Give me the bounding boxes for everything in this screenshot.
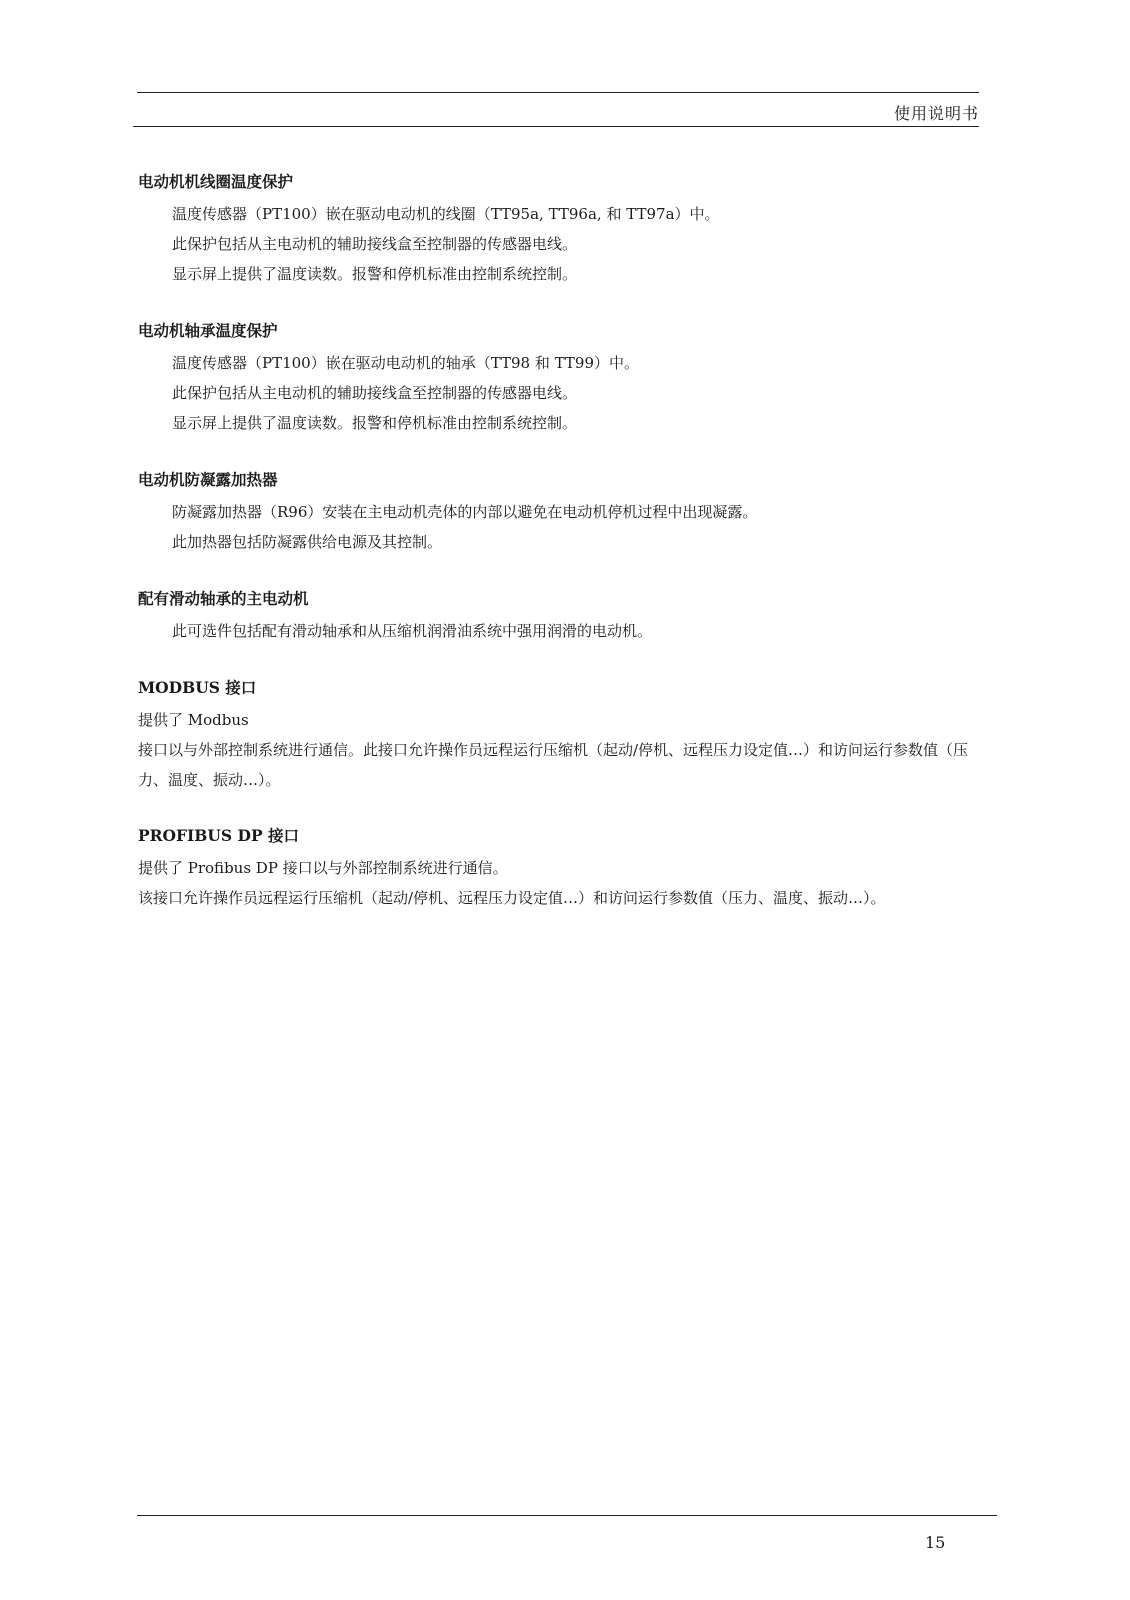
section-title: 电动机机线圈温度保护	[138, 172, 294, 191]
section-title: 电动机轴承温度保护	[138, 321, 278, 340]
paragraph-line: 显示屏上提供了温度读数。报警和停机标准由控制系统控制。	[172, 265, 578, 283]
paragraph-line: 显示屏上提供了温度读数。报警和停机标准由控制系统控制。	[172, 414, 578, 432]
header-rule-top	[137, 92, 979, 93]
section-title: PROFIBUS DP 接口	[138, 826, 299, 845]
paragraph-line: 提供了 Modbus	[138, 711, 249, 729]
paragraph-line: 防凝露加热器（R96）安装在主电动机壳体的内部以避免在电动机停机过程中出现凝露。	[172, 503, 758, 521]
section-profibus-interface	[138, 825, 988, 913]
paragraph-line: 温度传感器（PT100）嵌在驱动电动机的线圈（TT95a, TT96a, 和 TT97a）中。	[172, 205, 720, 223]
paragraph-line: 接口以与外部控制系统进行通信。此接口允许操作员远程运行压缩机（起动/停机、远程压力设定值…）和访问运行参数值（压力、温度、振动…）。	[138, 741, 969, 789]
footer-rule	[137, 1515, 997, 1516]
section-title: 电动机防凝露加热器	[138, 470, 278, 489]
section-anti-condensation-heater	[138, 469, 988, 557]
paragraph-line: 此保护包括从主电动机的辅助接线盒至控制器的传感器电线。	[172, 384, 578, 402]
paragraph-line: 温度传感器（PT100）嵌在驱动电动机的轴承（TT98 和 TT99）中。	[172, 354, 640, 372]
header-title: 使用说明书	[893, 104, 979, 123]
section-title: 配有滑动轴承的主电动机	[138, 589, 309, 608]
section-modbus-interface	[138, 677, 988, 795]
section-sliding-bearing-motor	[138, 588, 988, 646]
paragraph-line: 提供了 Profibus DP 接口以与外部控制系统进行通信。	[138, 859, 508, 877]
section-bearing-temp-protection	[138, 320, 988, 438]
page-number: 15	[925, 1533, 946, 1552]
header-rule-bottom	[133, 126, 979, 127]
paragraph-line: 此加热器包括防凝露供给电源及其控制。	[172, 533, 443, 551]
paragraph-line: 此保护包括从主电动机的辅助接线盒至控制器的传感器电线。	[172, 235, 578, 253]
section-title: MODBUS 接口	[138, 678, 257, 697]
section-winding-temp-protection	[138, 171, 988, 289]
paragraph-line: 该接口允许操作员远程运行压缩机（起动/停机、远程压力设定值…）和访问运行参数值（压力、温度、振动…）。	[138, 889, 886, 907]
paragraph-line: 此可选件包括配有滑动轴承和从压缩机润滑油系统中强用润滑的电动机。	[172, 622, 653, 640]
